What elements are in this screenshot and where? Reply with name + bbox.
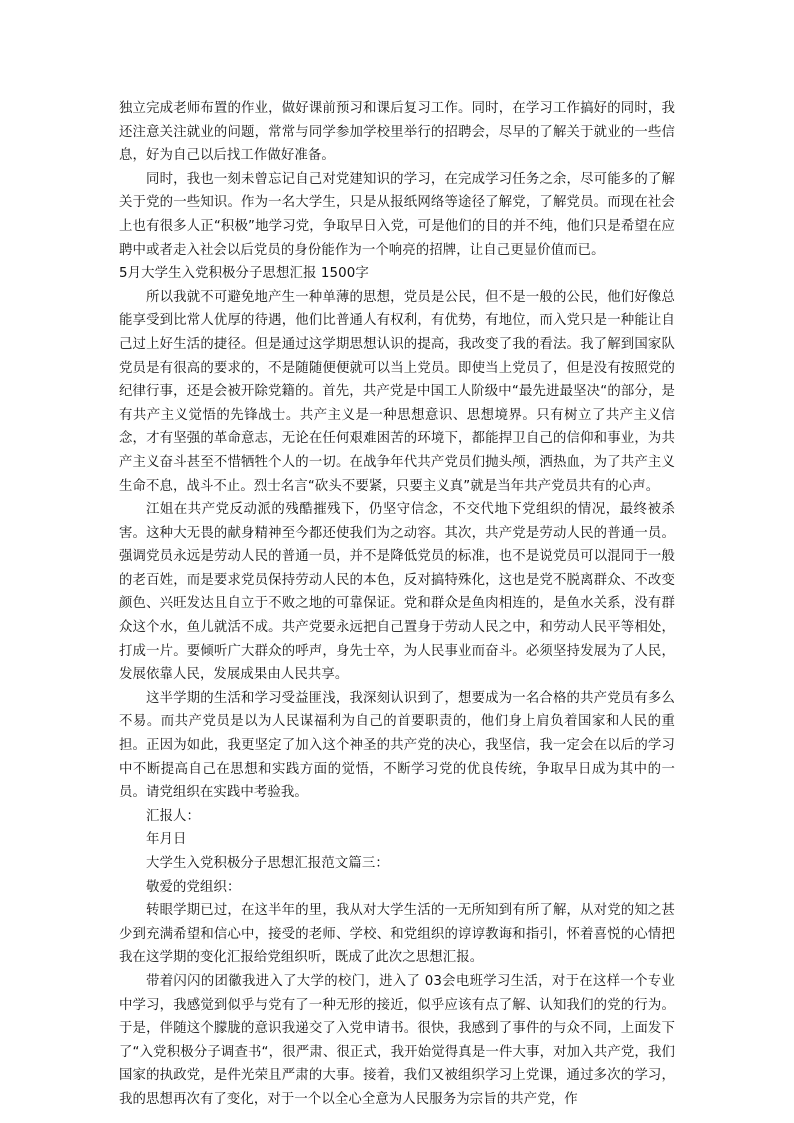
paragraph-entering-university: 带着闪闪的团徽我进入了大学的校门，进入了 03会电班学习生活，对于在这样一个专业中学习，我感觉到似乎与党有了一种无形的接近，似乎应该有点了解、认知我们的党的行为。于是，伴随这个朦胧的意识我递交了入党申请书。很快，我感到了事件的与众不同，上面发下了“入党积极分子调查书“，很严肃、很正式，我开始觉得真是一件大事，对加入共产党，我们国家的执政党，是件光荣且严肃的大事。接着，我们又被组织学习上党课，通过多次的学习，我的思想再次有了变化，对于一个以全心全意为人民服务为宗旨的共产党，作	[119, 973, 675, 1107]
paragraph-semester-passed: 转眼学期已过，在这半年的里，我从对大学生活的一无所知到有所了解，从对党的知之甚少到充满希望和信心中，接受的老师、学校、和党组织的谆谆教诲和指引，怀着喜悦的心情把我在这学期的变化汇报给党组织听，既成了此次之思想汇报。	[119, 903, 675, 966]
paragraph-changed-view: 所以我就不可避免地产生一种单薄的思想，党员是公民，但不是一般的公民，他们好像总能享受到比常人优厚的待遇，他们比普通人有权利，有优势，有地位，而入党只是一种能让自己过上好生活的捷径。但是通过这学期思想认识的提高，我改变了我的看法。我了解到国家队党员是有很高的要求的，不是随随便便就可以当上党员。即使当上党员了，但是没有按照党的纪律行事，还是会被开除党籍的。首先，共产党是中国工人阶级中“最先进最坚决“的部分，是有共产主义觉悟的先锋战士。共产主义是一种思想意识、思想境界。只有树立了共产主义信念，才有坚强的革命意志，无论在任何艰难困苦的环境下，都能捍卫自己的信仰和事业，为共产主义奋斗甚至不惜牺牲个人的一切。在战争年代共产党员们抛头颅，洒热血，为了共产主义生命不息，战斗不止。烈士名言“砍头不要紧，只要主义真”就是当年共产党员共有的心声。	[119, 289, 675, 494]
section-title-part-three: 大学生入党积极分子思想汇报范文篇三：	[146, 856, 389, 871]
salutation: 敬爱的党组织：	[146, 879, 241, 895]
paragraph-jiang-jie: 江姐在共产党反动派的残酷摧残下，仍坚守信念，不交代地下党组织的情况，最终被杀害。这种大无畏的献身精神至今都还使我们为之动容。其次，共产党是劳动人民的普通一员。强调党员永远是劳动人民的普通一员，并不是降低党员的标准，也不是说党员可以混同于一般的老百姓，而是要求党员保持劳动人民的本色，反对搞特殊化，这也是党不脱离群众、不改变颜色、兴旺发达且自立于不败之地的可靠保证。党和群众是鱼肉相连的，是鱼水关系，没有群众这个水，鱼儿就活不成。共产党要永远把自己置身于劳动人民之中，和劳动人民平等相处，打成一片。要倾听广大群众的呼声，身先士卒，为人民事业而奋斗。必须坚持发展为了人民，发展依靠人民，发展成果由人民共享。	[119, 502, 675, 683]
date-label: 年月日	[146, 832, 187, 848]
paragraph-party-knowledge: 同时，我也一刻未曾忘记自己对党建知识的学习，在完成学习任务之余，尽可能多的了解关于党的一些知识。作为一名大学生，只是从报纸网络等途径了解党，了解党员。而现在社会上也有很多人正“积极”地学习党，争取早日入党，可是他们的目的并不纯，他们只是希望在应聘中或者走入社会以后党员的身份能作为一个响亮的招牌，让自己更显价值而已。	[119, 171, 675, 258]
document-body	[119, 97, 675, 1112]
section-title-may-report: 5月大学生入党积极分子思想汇报 1500字	[119, 266, 369, 282]
reporter-label: 汇报人：	[146, 808, 200, 824]
paragraph-semester-summary: 这半学期的生活和学习受益匪浅，我深刻认识到了，想要成为一名合格的共产党员有多么不易。而共产党员是以为人民谋福利为自己的首要职责的，他们身上肩负着国家和人民的重担。正因为如此，我更坚定了加入这个神圣的共产党的决心，我坚信，我一定会在以后的学习中不断提高自己在思想和实践方面的觉悟，不断学习党的优良传统，争取早日成为其中的一员。请党组织在实践中考验我。	[119, 690, 675, 801]
paragraph-continued: 独立完成老师布置的作业，做好课前预习和课后复习工作。同时，在学习工作搞好的同时，我还注意关注就业的问题，常常与同学参加学校里举行的招聘会，尽早的了解关于就业的一些信息，好为自己以后找工作做好准备。	[119, 101, 675, 164]
